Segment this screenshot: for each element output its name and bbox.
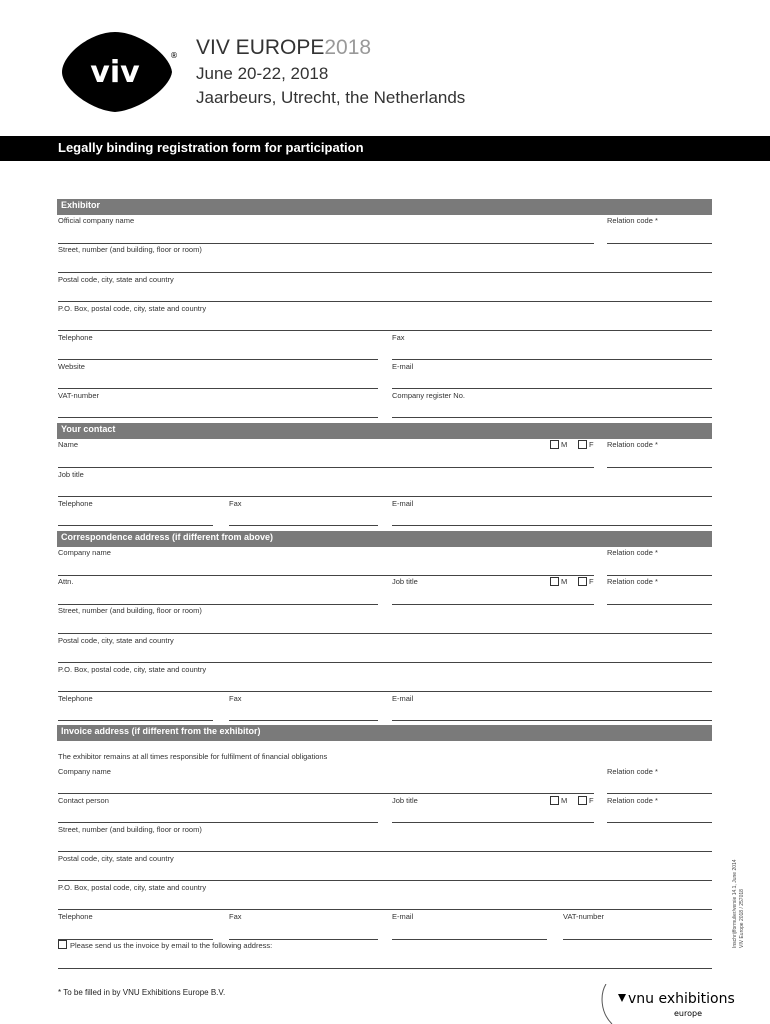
corr-email-field[interactable] [392,720,712,721]
inv-vat-label: VAT-number [563,912,604,921]
email-invoice-label: Please send us the invoice by email to the following address: [70,941,273,950]
inv-telephone-field[interactable] [58,939,213,940]
vnu-exhibitions-logo [598,984,758,1024]
gender-m-label: M [561,440,568,449]
contact-person-field[interactable] [58,822,378,823]
company-register-label: Company register No. [392,391,465,400]
corr-email-label: E-mail [392,694,414,703]
website-label: Website [58,362,85,371]
fax-label: Fax [392,333,405,342]
relation-code-field[interactable] [607,243,712,244]
inv-gender-m-label: M [561,796,568,805]
corr-postal-label: Postal code, city, state and country [58,636,174,645]
viv-logo [60,30,180,114]
corr-company-name-label: Company name [58,548,111,557]
corr-street-field[interactable] [58,633,712,634]
contact-relation-code-field[interactable] [607,467,712,468]
inv-street-field[interactable] [58,851,712,852]
inv-job-title-label: Job title [392,796,418,805]
corr-postal-field[interactable] [58,662,712,663]
inv-relation-code-field[interactable] [607,793,712,794]
section-exhibitor [57,199,712,215]
event-title [196,36,371,60]
contact-fax-field[interactable] [229,525,378,526]
inv-job-title-field[interactable] [392,822,594,823]
side-note [732,828,746,948]
contact-email-field[interactable] [392,525,712,526]
inv-street-label: Street, number (and building, floor or room) [58,825,202,834]
inv-vat-field[interactable] [563,939,712,940]
contact-fax-label: Fax [229,499,242,508]
inv-gender-m-checkbox[interactable] [550,796,559,805]
contact-telephone-label: Telephone [58,499,93,508]
telephone-label: Telephone [58,333,93,342]
pobox-label: P.O. Box, postal code, city, state and country [58,304,207,313]
inv-company-name-label: Company name [58,767,111,776]
contact-name-field[interactable] [58,467,594,468]
event-date: June 20-22, 2018 [196,64,329,83]
corr-street-label: Street, number (and building, floor or room) [58,606,202,615]
corr-relation-code-2-field[interactable] [607,604,712,605]
inv-email-field[interactable] [392,939,547,940]
gender-m-checkbox[interactable] [550,440,559,449]
side-note-line-2: VIV Europe 2018 / 257018 [739,889,745,948]
inv-relation-code-2-field[interactable] [607,822,712,823]
inv-email-label: E-mail [392,912,414,921]
corr-gender-f-checkbox[interactable] [578,577,587,586]
corr-fax-label: Fax [229,694,242,703]
email-invoice-field[interactable] [58,968,712,969]
email-invoice-checkbox[interactable] [58,940,67,949]
telephone-field[interactable] [58,359,378,360]
inv-postal-field[interactable] [58,880,712,881]
section-contact [57,423,712,439]
inv-postal-label: Postal code, city, state and country [58,854,174,863]
event-name: VIV EUROPE [196,36,325,59]
corr-relation-code-label: Relation code * [607,548,658,557]
section-correspondence [57,531,712,547]
corr-relation-code-2-label: Relation code * [607,577,658,586]
postal-field[interactable] [58,301,712,302]
event-year: 2018 [324,36,372,59]
official-company-name-label: Official company name [58,216,135,225]
street-field[interactable] [58,272,712,273]
brand-sub: europe [674,1009,702,1018]
official-company-name-field[interactable] [58,243,594,244]
corr-gender-m-checkbox[interactable] [550,577,559,586]
section-invoice [57,725,712,741]
inv-gender-f-checkbox[interactable] [578,796,587,805]
section-exhibitor-label: Exhibitor [61,200,101,210]
street-label: Street, number (and building, floor or room) [58,245,202,254]
corr-fax-field[interactable] [229,720,378,721]
email-field[interactable] [392,388,712,389]
job-title-label: Job title [58,470,84,479]
brand-name: vnu exhibitions [628,991,735,1007]
corr-gender-f-label: F [589,577,594,586]
vat-field[interactable] [58,417,378,418]
relation-code-label: Relation code * [607,216,658,225]
email-label: E-mail [392,362,414,371]
corr-pobox-field[interactable] [58,691,712,692]
inv-telephone-label: Telephone [58,912,93,921]
vnu-triangle-icon [618,994,626,1002]
gender-f-label: F [589,440,594,449]
corr-telephone-field[interactable] [58,720,213,721]
vat-label: VAT-number [58,391,99,400]
section-contact-label: Your contact [61,424,116,434]
postal-label: Postal code, city, state and country [58,275,174,284]
corr-job-title-label: Job title [392,577,418,586]
form-banner [0,136,770,161]
section-correspondence-label: Correspondence address (if different from above) [61,532,274,542]
corr-gender-m-label: M [561,577,568,586]
fax-field[interactable] [392,359,712,360]
name-label: Name [58,440,79,449]
job-title-field[interactable] [58,496,712,497]
contact-email-label: E-mail [392,499,414,508]
corr-company-name-field[interactable] [58,575,594,576]
corr-relation-code-field[interactable] [607,575,712,576]
company-register-field[interactable] [392,417,712,418]
inv-relation-code-label: Relation code * [607,767,658,776]
inv-gender-f-label: F [589,796,594,805]
corr-pobox-label: P.O. Box, postal code, city, state and country [58,665,207,674]
inv-fax-label: Fax [229,912,242,921]
corr-telephone-label: Telephone [58,694,93,703]
inv-relation-code-2-label: Relation code * [607,796,658,805]
inv-pobox-field[interactable] [58,909,712,910]
inv-fax-field[interactable] [229,939,378,940]
invoice-note: The exhibitor remains at all times responsible for fulfilment of financial obligations [58,752,328,761]
contact-person-label: Contact person [58,796,109,805]
contact-telephone-field[interactable] [58,525,213,526]
contact-relation-code-label: Relation code * [607,440,658,449]
logo-text: viv [90,55,140,90]
footnote: * To be filled in by VNU Exhibitions Europe B.V. [58,988,226,997]
event-venue: Jaarbeurs, Utrecht, the Netherlands [196,88,466,107]
form-title: Legally binding registration form for participation [58,140,364,155]
website-field[interactable] [58,388,378,389]
section-invoice-label: Invoice address (if different from the exhibitor) [61,726,261,736]
pobox-field[interactable] [58,330,712,331]
inv-company-name-field[interactable] [58,793,594,794]
inv-pobox-label: P.O. Box, postal code, city, state and country [58,883,207,892]
corr-job-title-field[interactable] [392,604,594,605]
attn-label: Attn. [58,577,74,586]
attn-field[interactable] [58,604,378,605]
gender-f-checkbox[interactable] [578,440,587,449]
registered-mark: ® [170,51,178,60]
side-note-line-1: Inschrijfformulier/versie 14.1, June 2014 [732,859,738,948]
